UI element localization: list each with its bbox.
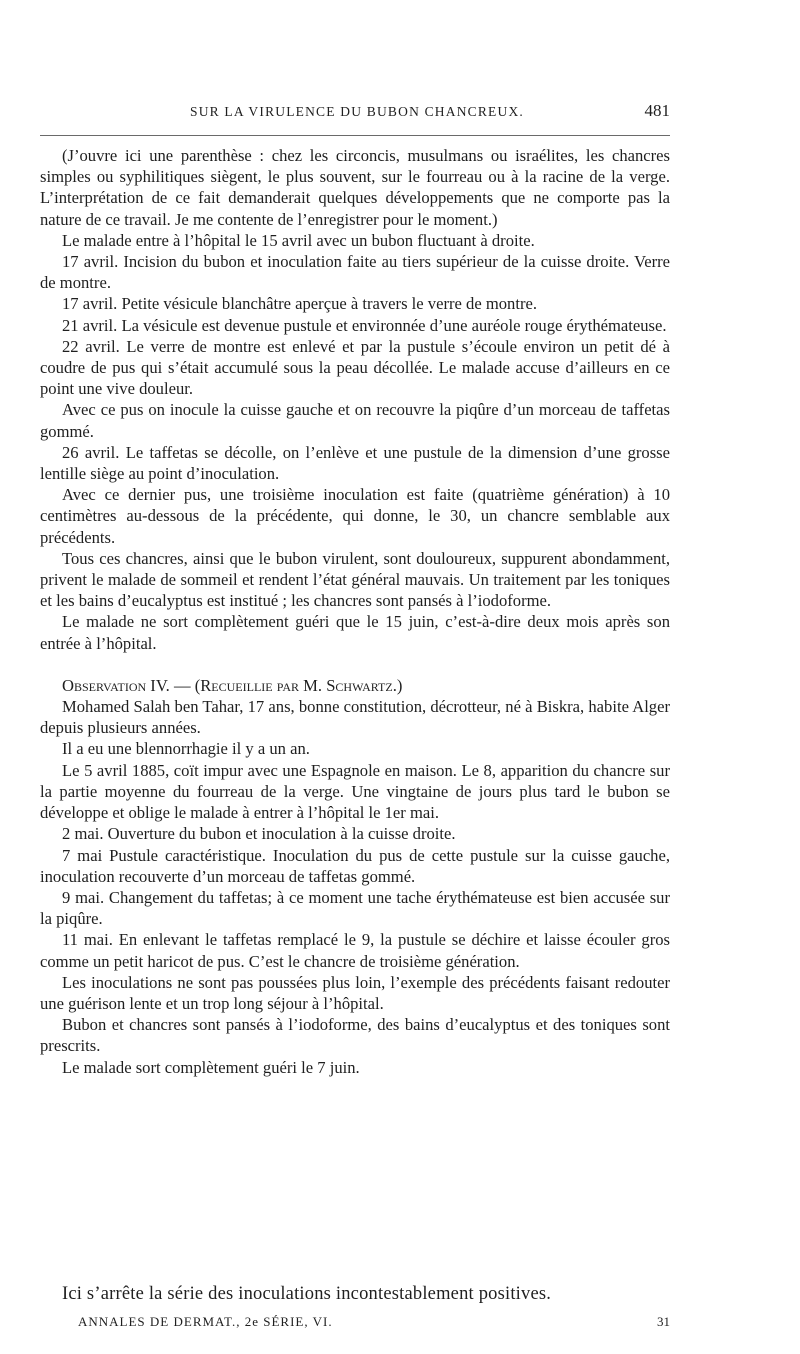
observation-heading: Observation IV. — (Recueillie par M. Schwartz.) [62,675,403,695]
paragraph-pansement: Bubon et chancres sont pansés à l’iodoforme, des bains d’eucalyptus et des toniques sont prescrits. [40,1015,670,1056]
paragraph-chancres-douloureux: Tous ces chancres, ainsi que le bubon virulent, sont douloureux, suppurent abondamment, privent le malade de sommeil et rendent l’état général mauvais. Un traitement par les toniques et les bains d’eucalyptus est institué ; les chancres sont pansés à l’iodoforme. [40,548,670,611]
paragraph-troisieme-inoculation: Avec ce dernier pus, une troisième inoculation est faite (quatrième génération) à 10 centimètres au-dessous de la précédente, qui donne, le 30, un chancre semblable aux précédents. [40,485,670,547]
paragraph-17-avril-incision: 17 avril. Incision du bubon et inoculation faite au tiers supérieur de la cuisse droite. Verre de montre. [40,252,670,293]
paragraph-patient: Mohamed Salah ben Tahar, 17 ans, bonne constitution, décrotteur, né à Biskra, habite Alger depuis plusieurs années. [40,697,670,738]
paragraph-22-avril: 22 avril. Le verre de montre est enlevé et par la pustule s’écoule environ un petit dé à coudre de pus qui s’était accumulé sous la peau décollée. Le malade accuse d’ailleurs en ce point une vive douleur. [40,336,670,399]
paragraph-admission: Le malade entre à l’hôpital le 15 avril avec un bubon fluctuant à droite. [62,230,535,250]
paragraph-2-mai: 2 mai. Ouverture du bubon et inoculation à la cuisse droite. [62,824,456,844]
paragraph-21-avril: 21 avril. La vésicule est devenue pustule et environnée d’une auréole rouge érythémateuse. [62,315,667,335]
paragraph-sortie: Le malade sort complètement guéri le 7 juin. [62,1057,360,1077]
paragraph-parenthesis: (J’ouvre ici une parenthèse : chez les circoncis, musulmans ou israélites, les chancres simples ou syphilitiques siègent, le plus souvent, sur le fourreau ou à la racine de la verge. L’interprétation de ce fait demanderait quelques développements que ne comporte pas la nature de ce travail. Je me contente de l’enregistrer pour le moment.) [40,146,670,229]
paragraph-guerison: Le malade ne sort complètement guéri que le 15 juin, c’est-à-dire deux mois après son entrée à l’hôpital. [40,612,670,653]
paragraph-7-mai: 7 mai Pustule caractéristique. Inoculation du pus de cette pustule sur la cuisse gauche, inoculation recouverte d’un morceau de taffetas gommé. [40,845,670,886]
sheet-signature: 31 [657,1314,670,1329]
page-footer [40,1314,670,1334]
paragraph-26-avril: 26 avril. Le taffetas se décolle, on l’enlève et une pustule de la dimension d’une grosse lentille siège au point d’inoculation. [40,442,670,484]
paragraph-inoculation-gauche: Avec ce pus on inocule la cuisse gauche et on recouvre la piqûre d’un morceau de taffetas gommé. [40,400,670,441]
running-header [40,101,670,126]
paragraph-blennorrhagie: Il a eu une blennorrhagie il y a un an. [62,739,310,759]
paragraph-9-mai: 9 mai. Changement du taffetas; à ce moment une tache érythémateuse est bien accusée sur la piqûre. [40,887,670,929]
header-rule [40,135,670,136]
paragraph-17-avril-vesicule: 17 avril. Petite vésicule blanchâtre aperçue à travers le verre de montre. [62,294,537,314]
paragraph-inoculations-arretees: Les inoculations ne sont pas poussées plus loin, l’exemple des précédents faisant redouter une guérison lente et un trop long séjour à l’hôpital. [40,972,670,1013]
paragraph-5-avril: Le 5 avril 1885, coït impur avec une Espagnole en maison. Le 8, apparition du chancre sur la partie moyenne du fourreau de la verge. Une vingtaine de jours plus tard le bubon se développe et oblige le malade à entrer à l’hôpital le 1er mai. [40,760,670,823]
paragraph-11-mai: 11 mai. En enlevant le taffetas remplacé le 9, la pustule se déchire et laisse écouler gros comme un petit haricot de pus. C’est le chancre de troisième génération. [40,930,670,971]
journal-signature: ANNALES DE DERMAT., 2e SÉRIE, VI. [78,1314,333,1329]
conclusion-line: Ici s’arrête la série des inoculations incontestablement positives. [62,1284,552,1304]
page-number: 481 [644,101,670,120]
body-text [40,145,670,1078]
running-title: SUR LA VIRULENCE DU BUBON CHANCREUX. [190,104,524,119]
